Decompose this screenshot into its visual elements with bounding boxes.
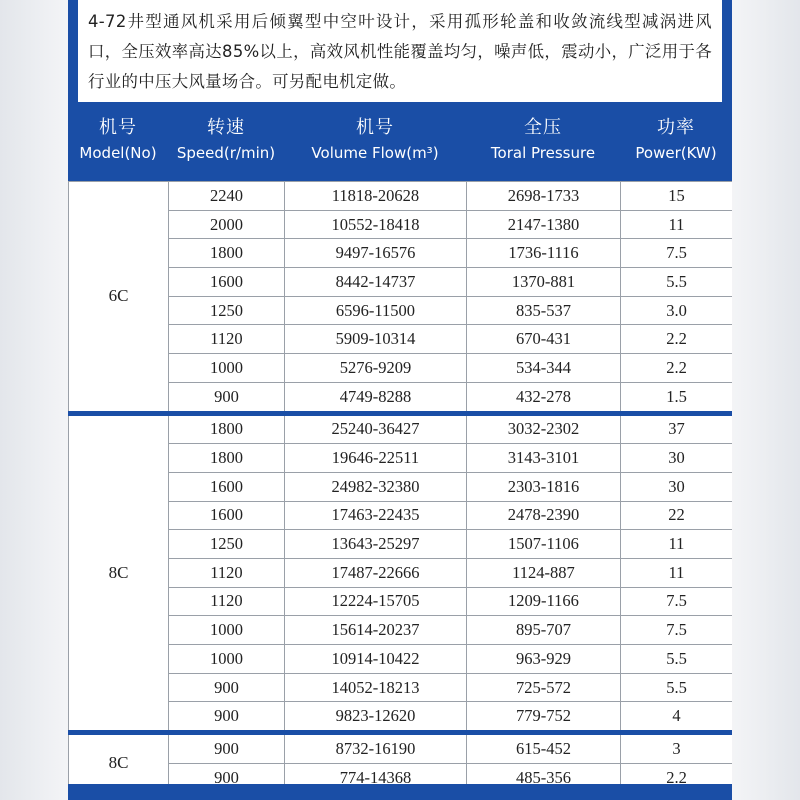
- header-model-en: Model(No): [79, 144, 157, 162]
- speed-cell: 1600: [169, 268, 285, 297]
- table-row: [69, 268, 733, 297]
- header-model-cn: 机号: [99, 117, 137, 138]
- header-pressure-cn: 全压: [524, 117, 562, 138]
- table-row: [69, 616, 733, 645]
- header-flow-cn: 机号: [356, 117, 394, 138]
- pressure-cell: 835-537: [467, 296, 621, 325]
- header-power-en: Power(KW): [635, 144, 717, 162]
- flow-cell: 19646-22511: [285, 444, 467, 473]
- table-row: [69, 354, 733, 383]
- pressure-cell: 1736-1116: [467, 239, 621, 268]
- flow-cell: 774-14368: [285, 763, 467, 784]
- power-cell: 1.5: [621, 382, 733, 413]
- pressure-cell: 2698-1733: [467, 182, 621, 211]
- speed-cell: 1800: [169, 239, 285, 268]
- power-cell: 7.5: [621, 616, 733, 645]
- flow-cell: 8442-14737: [285, 268, 467, 297]
- power-cell: 15: [621, 182, 733, 211]
- speed-cell: 1000: [169, 616, 285, 645]
- pressure-cell: 3032-2302: [467, 413, 621, 444]
- flow-cell: 25240-36427: [285, 413, 467, 444]
- spec-table-wrap: [68, 181, 732, 784]
- speed-cell: 1800: [169, 413, 285, 444]
- power-cell: 3.0: [621, 296, 733, 325]
- flow-cell: 17487-22666: [285, 558, 467, 587]
- header-pressure: [466, 116, 620, 176]
- table-row: [69, 645, 733, 674]
- table-row: [69, 587, 733, 616]
- flow-cell: 5909-10314: [285, 325, 467, 354]
- power-cell: 2.2: [621, 354, 733, 383]
- header-power: [620, 116, 732, 176]
- model-cell: 6C: [69, 182, 169, 414]
- flow-cell: 9823-12620: [285, 702, 467, 733]
- header-speed: [168, 116, 284, 176]
- speed-cell: 1000: [169, 354, 285, 383]
- power-cell: 30: [621, 444, 733, 473]
- table-row: [69, 413, 733, 444]
- power-cell: 7.5: [621, 239, 733, 268]
- flow-cell: 6596-11500: [285, 296, 467, 325]
- table-row: [69, 210, 733, 239]
- power-cell: 5.5: [621, 268, 733, 297]
- header-flow-en: Volume Flow(m³): [311, 144, 439, 162]
- power-cell: 7.5: [621, 587, 733, 616]
- pressure-cell: 2478-2390: [467, 501, 621, 530]
- pressure-cell: 2303-1816: [467, 472, 621, 501]
- speed-cell: 1120: [169, 325, 285, 354]
- pressure-cell: 670-431: [467, 325, 621, 354]
- speed-cell: 1250: [169, 530, 285, 559]
- table-row: [69, 182, 733, 211]
- pressure-cell: 432-278: [467, 382, 621, 413]
- table-row: [69, 673, 733, 702]
- power-cell: 37: [621, 413, 733, 444]
- header-speed-en: Speed(r/min): [176, 144, 276, 162]
- speed-cell: 1600: [169, 501, 285, 530]
- speed-cell: 900: [169, 382, 285, 413]
- power-cell: 2.2: [621, 763, 733, 784]
- pressure-cell: 534-344: [467, 354, 621, 383]
- speed-cell: 900: [169, 702, 285, 733]
- flow-cell: 14052-18213: [285, 673, 467, 702]
- model-cell: 8C: [69, 733, 169, 784]
- flow-cell: 9497-16576: [285, 239, 467, 268]
- header-power-cn: 功率: [657, 117, 695, 138]
- flow-cell: 11818-20628: [285, 182, 467, 211]
- flow-cell: 10552-18418: [285, 210, 467, 239]
- pressure-cell: 895-707: [467, 616, 621, 645]
- speed-cell: 900: [169, 673, 285, 702]
- power-cell: 5.5: [621, 645, 733, 674]
- pressure-cell: 1209-1166: [467, 587, 621, 616]
- power-cell: 22: [621, 501, 733, 530]
- speed-cell: 2240: [169, 182, 285, 211]
- table-row: [69, 239, 733, 268]
- flow-cell: 17463-22435: [285, 501, 467, 530]
- power-cell: 2.2: [621, 325, 733, 354]
- speed-cell: 1000: [169, 645, 285, 674]
- table-row: [69, 444, 733, 473]
- table-row: [69, 325, 733, 354]
- speed-cell: 1120: [169, 558, 285, 587]
- speed-cell: 900: [169, 733, 285, 764]
- speed-cell: 1800: [169, 444, 285, 473]
- pressure-cell: 779-752: [467, 702, 621, 733]
- pressure-cell: 1124-887: [467, 558, 621, 587]
- flow-cell: 5276-9209: [285, 354, 467, 383]
- spec-table-body: [69, 182, 733, 785]
- flow-cell: 10914-10422: [285, 645, 467, 674]
- table-row: [69, 763, 733, 784]
- speed-cell: 1250: [169, 296, 285, 325]
- spec-table: [68, 181, 732, 784]
- pressure-cell: 1370-881: [467, 268, 621, 297]
- flow-cell: 13643-25297: [285, 530, 467, 559]
- table-row: [69, 558, 733, 587]
- intro-text: 4-72井型通风机采用后倾翼型中空叶设计，采用孤形轮盖和收敛流线型减涡进风口，全压效率高达85%以上，高效风机性能覆盖均匀，噪声低，震动小，广泛用于各行业的中压大风量场合。可另配电机定做。: [88, 12, 712, 91]
- header-pressure-en: Toral Pressure: [490, 144, 596, 162]
- pressure-cell: 615-452: [467, 733, 621, 764]
- speed-cell: 1600: [169, 472, 285, 501]
- pressure-cell: 3143-3101: [467, 444, 621, 473]
- header-flow: [284, 116, 466, 176]
- speed-cell: 2000: [169, 210, 285, 239]
- pressure-cell: 1507-1106: [467, 530, 621, 559]
- power-cell: 5.5: [621, 673, 733, 702]
- power-cell: 11: [621, 558, 733, 587]
- table-row: [69, 382, 733, 413]
- table-row: [69, 472, 733, 501]
- intro-box: [78, 0, 722, 102]
- speed-cell: 1120: [169, 587, 285, 616]
- header-speed-cn: 转速: [207, 117, 245, 138]
- flow-cell: 4749-8288: [285, 382, 467, 413]
- flow-cell: 12224-15705: [285, 587, 467, 616]
- pressure-cell: 2147-1380: [467, 210, 621, 239]
- flow-cell: 15614-20237: [285, 616, 467, 645]
- header-model: [68, 116, 168, 176]
- table-row: [69, 501, 733, 530]
- power-cell: 11: [621, 530, 733, 559]
- pressure-cell: 485-356: [467, 763, 621, 784]
- model-cell: 8C: [69, 413, 169, 733]
- flow-cell: 24982-32380: [285, 472, 467, 501]
- table-row: [69, 702, 733, 733]
- pressure-cell: 725-572: [467, 673, 621, 702]
- table-row: [69, 296, 733, 325]
- power-cell: 30: [621, 472, 733, 501]
- power-cell: 11: [621, 210, 733, 239]
- power-cell: 3: [621, 733, 733, 764]
- power-cell: 4: [621, 702, 733, 733]
- pressure-cell: 963-929: [467, 645, 621, 674]
- table-row: [69, 733, 733, 764]
- speed-cell: 900: [169, 763, 285, 784]
- bottom-band: [68, 784, 732, 800]
- table-row: [69, 530, 733, 559]
- flow-cell: 8732-16190: [285, 733, 467, 764]
